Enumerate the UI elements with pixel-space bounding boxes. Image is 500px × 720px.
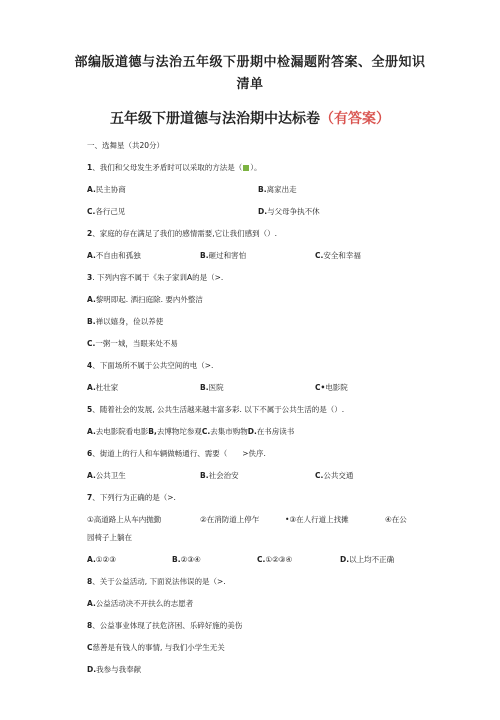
question-number: 8 (87, 621, 93, 630)
exam-subtitle (0, 108, 500, 128)
option: A.黎明即起. 洒扫庭除. 要内外整洁 (87, 295, 203, 304)
question-number: 1 (87, 163, 93, 172)
statement-item: ④在公 (385, 515, 407, 524)
option: B.社会治安 (200, 471, 239, 480)
option: B.禅以嬉身，俭以养使 (87, 317, 164, 326)
question-number: 6 (87, 449, 93, 458)
question-8-b: 8、公益事业体现了扶危济困、乐碎好施的美伤 (87, 621, 243, 630)
question-number: 3 (87, 273, 93, 282)
option: C慈善是有钱人的事情, 与我们小学生无关 (87, 643, 225, 652)
option: B.②③④ (172, 555, 201, 564)
option: D.与父母争执不休 (258, 207, 320, 216)
option: A.民主协商 (87, 185, 126, 194)
question-4: 4、下面场所不属于公共空间的电（>. (87, 361, 214, 370)
question-8: 8、关于公益活动, 下面说法伟误的是（>. (87, 577, 226, 586)
question-5-options: A.去电影院看电影B,去博物坨参观C.去集市购物D.在书房读书 (87, 427, 295, 436)
question-5: 5、随着社会的发展, 公共生活越来越丰富多彩. 以下不属于公共生活的是（）. (87, 405, 345, 414)
section-heading: 一、选舞星（共20分） (87, 141, 165, 150)
statement-item-continued: 园椅子上躺在 (87, 533, 132, 542)
statement-item: •③在人行道上找摊 (285, 515, 349, 524)
statement-item: ②在消防道上停乍 (200, 515, 260, 524)
option: B.离家出走 (258, 185, 297, 194)
option: D.以上均不正确 (340, 555, 395, 564)
option: C.①②③④ (257, 555, 293, 564)
option: C.各行己见 (87, 207, 126, 216)
option: A.公共卫生 (87, 471, 126, 480)
question-7: 7、下列行为正确的是（>. (87, 493, 176, 502)
question-number: 4 (87, 361, 93, 370)
question-1: 1、我们和父母发生矛盾时可以采取的方法是（ ）。 (87, 163, 262, 172)
question-2: 2、家庭的存在满足了我们的感情需要,它让我们感到（）. (87, 229, 277, 238)
option: B.医院 (200, 383, 224, 392)
question-6: 6、街道上的行人和车辆做畅通行、需要（ >佚序. (87, 449, 266, 458)
exam-subtitle-answer: （有答案） (320, 111, 390, 127)
question-3: 3. 下列内容不属于《朱子家训A的是（>. (87, 273, 224, 282)
question-number: 2 (87, 229, 93, 238)
option: A.不自由和孤独 (87, 251, 141, 260)
option: D.我参与我奉献 (87, 665, 142, 674)
option: C.公共交通 (315, 471, 354, 480)
option: A.杜壮家 (87, 383, 119, 392)
question-number: 8 (87, 577, 93, 586)
option: A.公益活动决不开扶么的志愿者 (87, 599, 194, 608)
exam-subtitle-main: 五年级下册道德与法治期中达标卷 (110, 111, 320, 127)
option: C•电影院 (315, 383, 348, 392)
option: C.安全和幸福 (315, 251, 361, 260)
answer-marker-icon (243, 165, 249, 171)
option: A.①②③ (87, 555, 116, 564)
document-title-line2: 清单 (236, 77, 264, 92)
option: B.砸过和害怕 (200, 251, 247, 260)
statement-item: ①高道路上从车内抛勤 (87, 515, 162, 524)
document-title-line1: 部编版道德与法治五年级下册期中检漏题附答案、全册知识 (74, 55, 426, 70)
question-number: 5 (87, 405, 93, 414)
option: C.一粥一城，当眼来处不易 (87, 339, 178, 348)
question-number: 7 (87, 493, 93, 502)
